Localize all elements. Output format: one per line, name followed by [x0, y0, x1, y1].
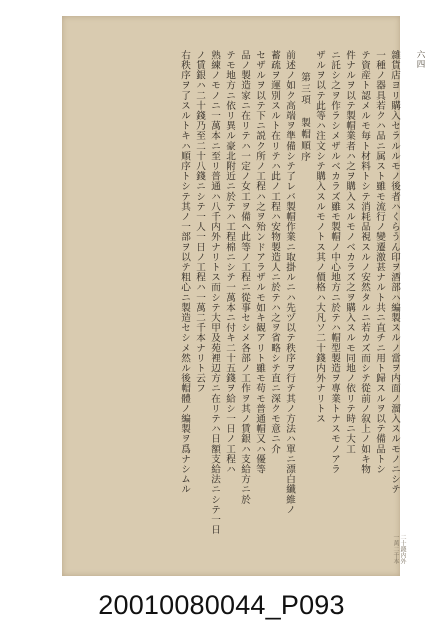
section-heading: 第三項 製帽順序 — [299, 72, 310, 164]
text-column: テ資産ト認メルモ毎ト材料トシテ消耗品視スルノ安然タルニ若カズ而シテ從前ノ叙上ノ如キ物 — [359, 50, 370, 475]
body-text — [162, 50, 402, 580]
text-column: セザルヲ以テ下ニ説ク所ノ工程ハ之ヲ殆ンドアラザルモ如キ観アリト雖モ苟モ普通帽又ハ優等 — [254, 50, 265, 475]
margin-note: 一萬二千本 — [392, 534, 399, 564]
text-column: テモ地方ニ依リ異ル豪北附近ニ於テハ工程棉ニシテ一萬本ニ付キ二十五錢ヲ給シ一日ノ工程ハ — [224, 50, 235, 475]
text-column: 熟練ノモノニ一萬本ニ至リ普通ハ八千内外ナリトス而シテ大甲及苑裡辺方ニ在リテハ日額支給法ニシテ一日 — [209, 50, 220, 535]
margin-note: 二十錢内外 — [399, 534, 406, 564]
text-column: 一種ノ器具若クハ品ニ属スト雖モ流行ノ變遷激甚ナルト共ニ直チニ用ト歸スルヲ以テ備品トシ — [374, 50, 385, 475]
text-column: ノ賃銀ハ二十錢乃至二十八錢ニシテ一人一日ノ工程ハ一萬二千本ナリト云フ — [194, 50, 205, 394]
scan-id-caption: 20010080044_P093 — [98, 590, 345, 620]
text-column: 品ノ製造家ニ在リテハ一定ノ女工ヲ備ヘ此等ノ工程ニ從事セシメ各部ノ工作ヲ其ノ賃銀ハ支給方ニ於 — [239, 50, 250, 505]
text-column: ザルヲ以テ此等ハ注文シテ購入スルモノトス其ノ價格ハ大凡ソ二十錢内外ナリトス — [314, 50, 325, 424]
margin-notes — [392, 534, 406, 564]
text-column: 蓄疏ヲ運別スルト在リテハ此ノ工程ハ安物製造人ニ於テハ之ヲ省略シテ直ニ深クモ意ニ介 — [269, 50, 280, 454]
text-column: 右秩序ヲ了スルトキハ順序トシテ其ノ一部ヲ以テ粗心ニ製造セシメ然ル後帽體ノ編製ヲ爲ナシムル — [179, 50, 190, 495]
text-column: 件ナルヲ以テ製帽業者ハ之ヲ購入スルモノベカラズ之ヲ購入スルモ同地ノ依リテ時ニ大工 — [344, 50, 355, 454]
text-column: 前述ノ如ク高端ヲ準備シテ了レバ製帽作業ニ取掛ルニハ先ヅ以テ秩序ヲ行テ其ノ方法ハ單ニ漂白纖維ノ — [284, 50, 295, 515]
text-column: ニ託シ之ヲ作ラシメザルベカラズ雖モ製帽ノ中心地方ニ於テハ帽型製造ヲ專業トナスモノアラ — [329, 50, 340, 475]
text-column: 雜貨店ヨリ購入セラルルモノ後者ハくらうん印ヲ酒部ハ編製スルノ當ヲ内面ノ溜入スルモノニシテ — [389, 50, 400, 495]
book-page — [62, 16, 425, 576]
page-number: 六四 — [415, 50, 425, 69]
